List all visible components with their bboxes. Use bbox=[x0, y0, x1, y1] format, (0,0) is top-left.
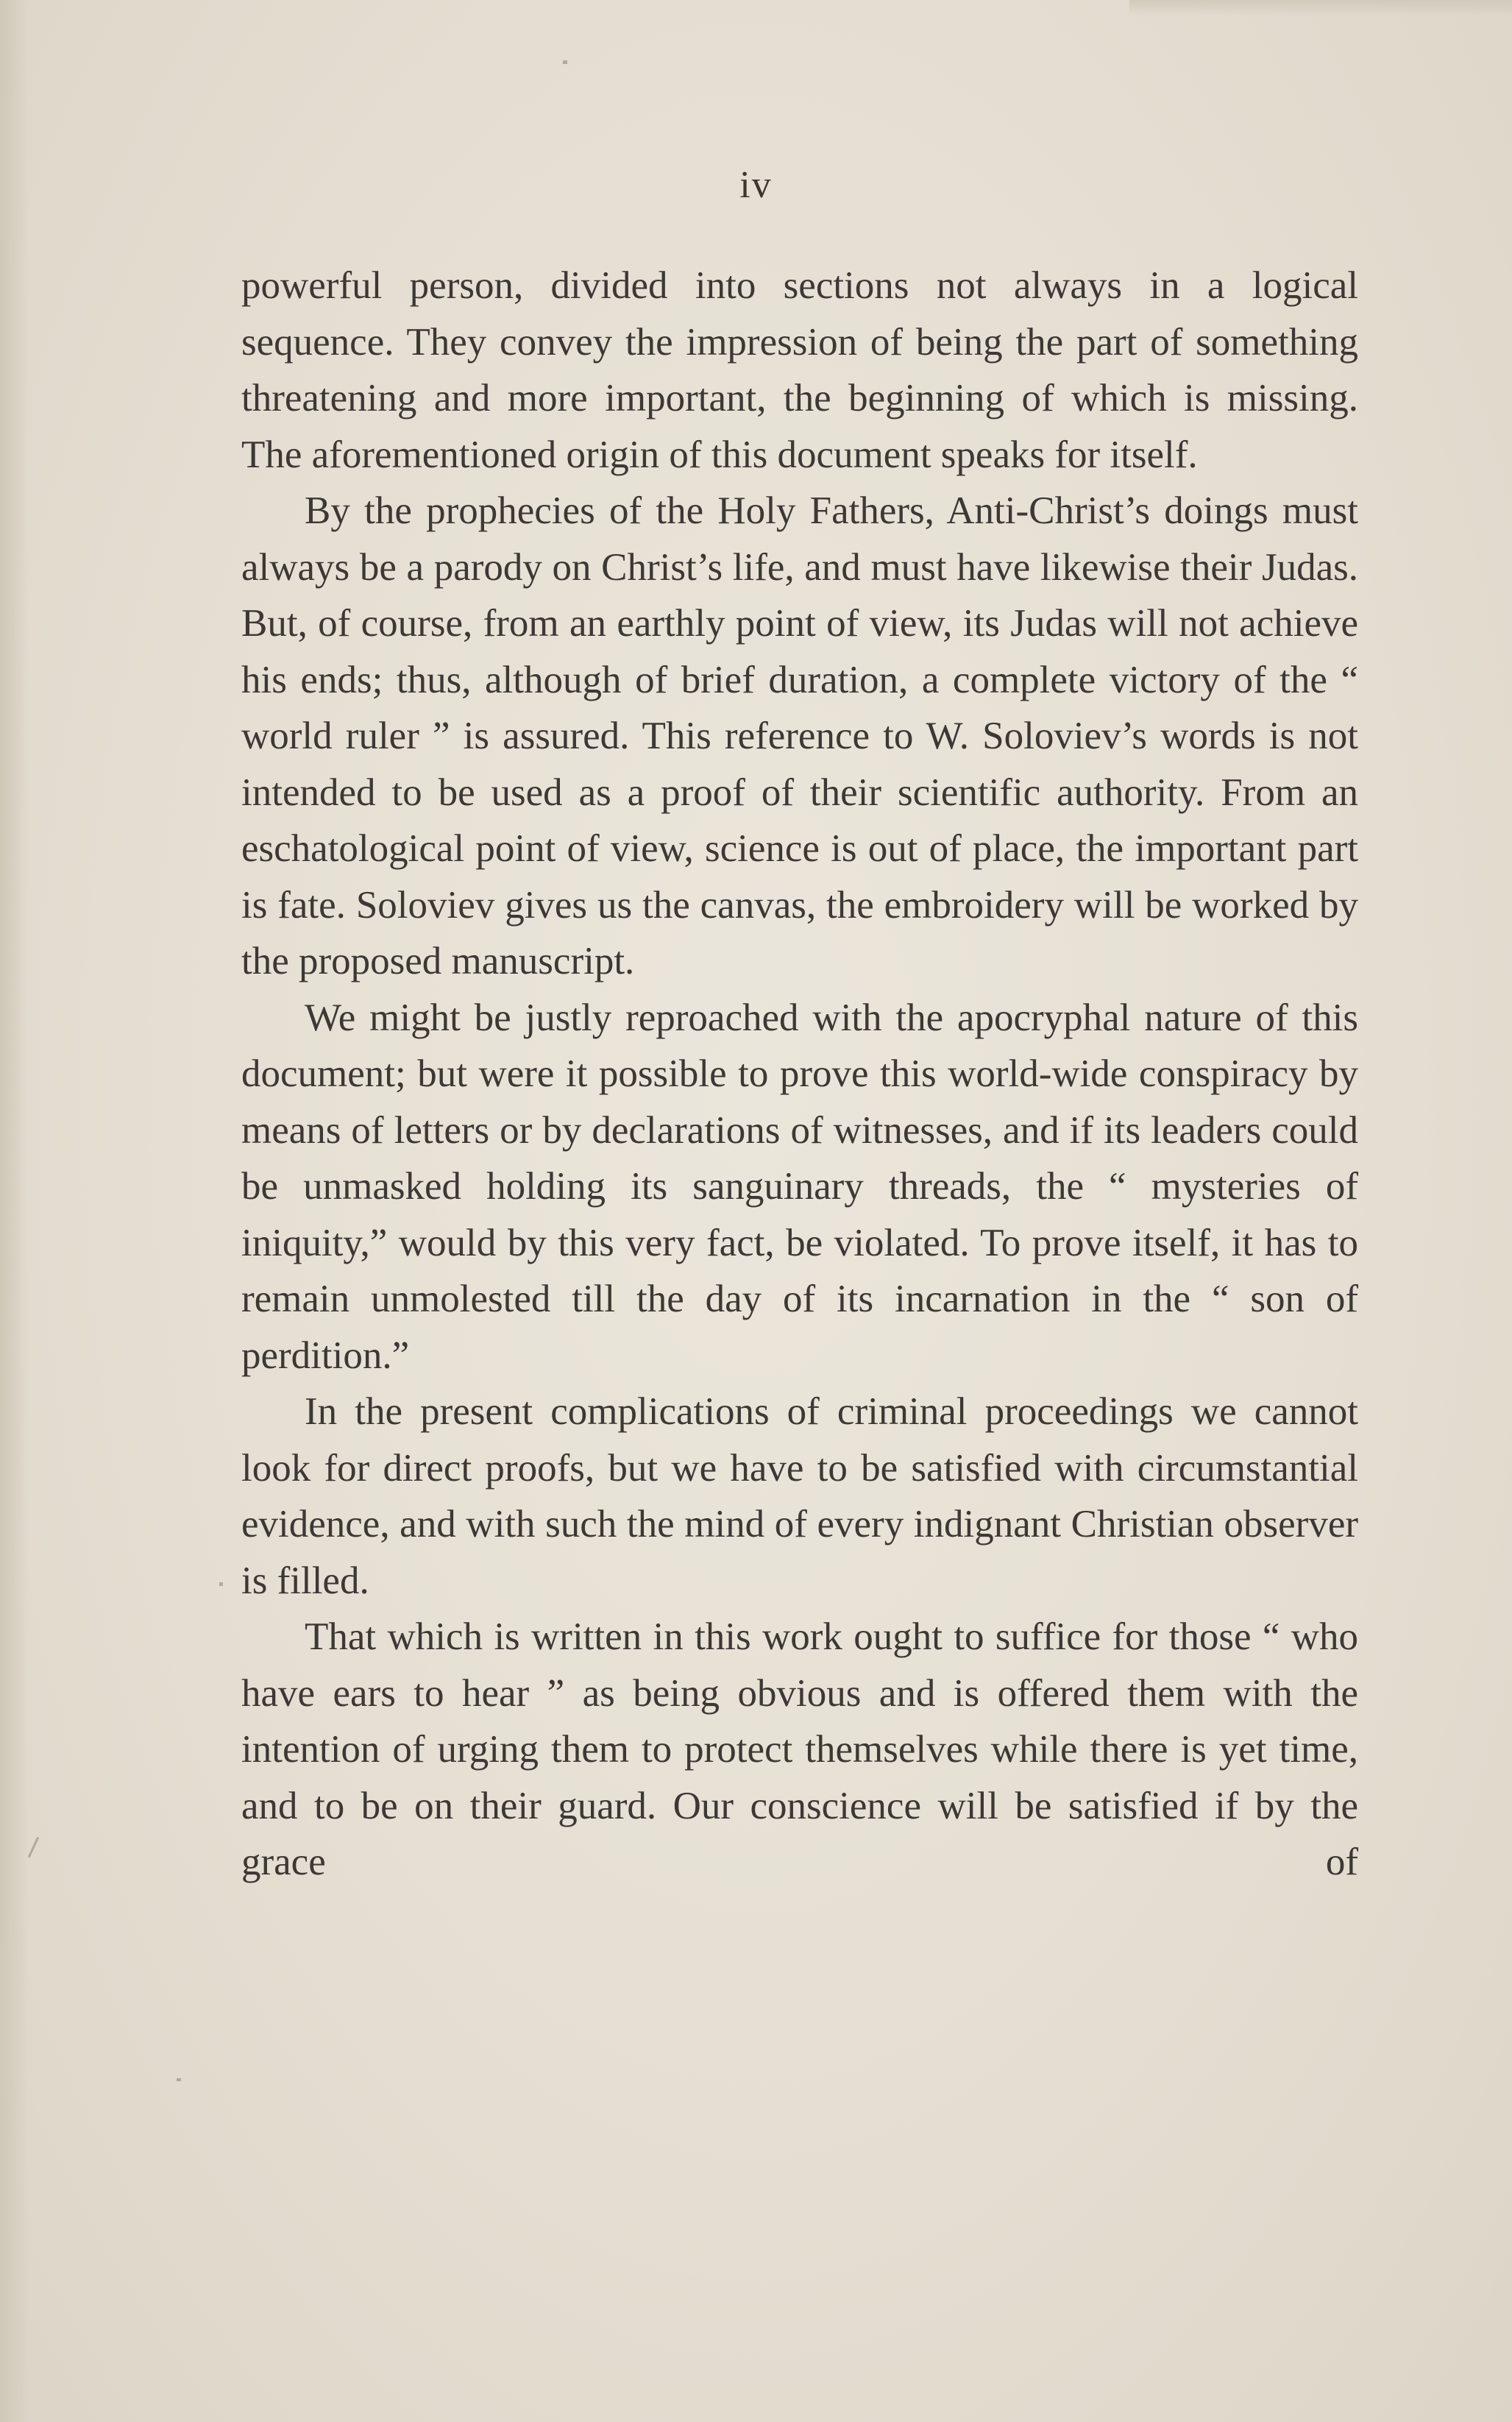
paragraph-2: By the prophecies of the Holy Fathers, Anti-Christ’s doings must always be a parody on Christ’s life, and must have likewise their Judas. But, of course, from an earthly point of view, its Judas will not achieve his ends; thus, although of brief duration, a complete victory of the “ world ruler ” is assured. This reference to W. Soloviev’s words is not intended to be used as a proof of their scientific authority. From an eschatological point of view, science is out of place, the important part is fate. Soloviev gives us the canvas, the embroidery will be worked by the proposed manuscript. bbox=[241, 489, 1358, 982]
paragraph-4: In the present complications of criminal proceedings we cannot look for direct proofs, but we have to be satisfied with circumstantial evidence, and with such the mind of every indignant Christian observer is filled. bbox=[241, 1390, 1358, 1602]
page-shadow-top-right bbox=[1129, 0, 1512, 16]
page-number: iv bbox=[739, 164, 773, 206]
ink-speck bbox=[219, 1582, 223, 1586]
paragraph-3: We might be justly reproached with the apocryphal nature of this document; but were it possible to prove this world-wide conspiracy by means of letters or by declarations of witnesses, and if its leaders could be unmasked holding its sanguinary threads, the “ mysteries of iniquity,” would by this very fact, be violated. To prove itself, it has to remain unmolested till the day of its incarnation in the “ son of perdition.” bbox=[241, 996, 1358, 1377]
body-text bbox=[241, 258, 1358, 1891]
page-shadow-left bbox=[0, 0, 29, 2422]
pencil-stroke bbox=[28, 1837, 39, 1858]
ink-speck bbox=[177, 2078, 181, 2081]
paragraph-5: That which is written in this work ought to suffice for those “ who have ears to hear ” as being obvious and is offered them with the intention of urging them to protect themselves while there is yet time, and to be on their guard. Our conscience will be satisfied if by the grace of bbox=[241, 1615, 1358, 1883]
ink-speck bbox=[563, 60, 567, 64]
paragraph-1: powerful person, divided into sections not always in a logical sequence. They convey the impression of being the part of something threatening and more important, the beginning of which is missing. The aforementioned origin of this document speaks for itself. bbox=[241, 264, 1358, 476]
